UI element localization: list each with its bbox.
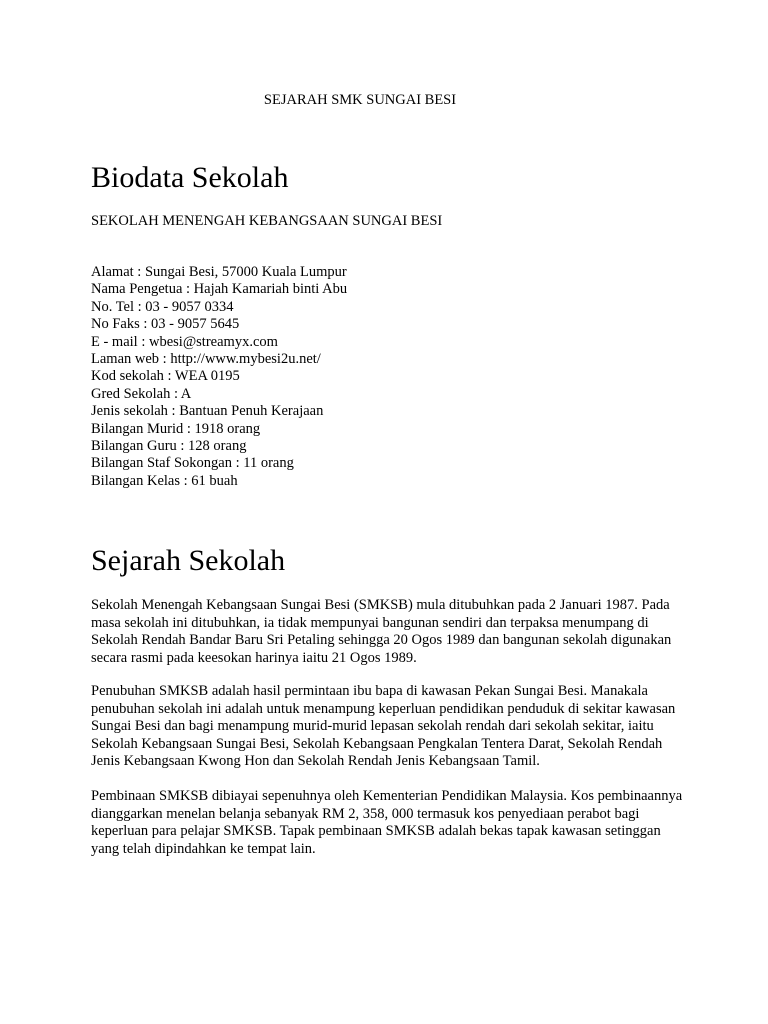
sejarah-heading: Sejarah Sekolah: [91, 544, 286, 577]
biodata-heading: Biodata Sekolah: [91, 161, 289, 194]
info-phone: No. Tel : 03 - 9057 0334: [91, 298, 234, 315]
info-teacher-count: Bilangan Guru : 128 orang: [91, 438, 247, 455]
school-name: SEKOLAH MENENGAH KEBANGSAAN SUNGAI BESI: [91, 213, 443, 229]
history-paragraph: Penubuhan SMKSB adalah hasil permintaan ibu bapa di kawasan Pekan Sungai Besi. Manakala penubuhan sekolah ini adalah untuk menampung keperluan pendidikan penduduk di sekitar kawasan Sungai Besi dan bagi menampung murid-murid lepasan sekolah rendah dari sekolah sekitar, iaitu Sekolah Kebangsaan Sungai Besi, Sekolah Kebangsaan Pengkalan Tentera Darat, Sekolah Rendah Jenis Kebangsaan Kwong Hon dan Sekolah Rendah Jenis Kebangsaan Tamil.: [91, 683, 676, 769]
info-school-type: Jenis sekolah : Bantuan Penuh Kerajaan: [91, 403, 324, 420]
history-paragraph: Sekolah Menengah Kebangsaan Sungai Besi (SMKSB) mula ditubuhkan pada 2 Januari 1987. Pada masa sekolah ini ditubuhkan, ia tidak mempunyai bangunan sendiri dan terpaksa menumpang di Sekolah Rendah Bandar Baru Sri Petaling sehingga 20 Ogos 1989 dan bangunan sekolah digunakan secara rasmi pada keesokan harinya iaitu 21 Ogos 1989.: [91, 597, 672, 666]
info-address: Alamat : Sungai Besi, 57000 Kuala Lumpur: [91, 264, 347, 280]
history-paragraph: Pembinaan SMKSB dibiayai sepenuhnya oleh Kementerian Pendidikan Malaysia. Kos pembinaannya dianggarkan menelan belanja sebanyak RM 2, 358, 000 termasuk kos penyediaan perabot bagi keperluan para pelajar SMKSB. Tapak pembinaan SMKSB adalah bekas tapak kawasan setinggan yang telah dipindahkan ke tempat lain.: [91, 788, 683, 857]
info-school-code: Kod sekolah : WEA 0195: [91, 368, 240, 385]
info-principal: Nama Pengetua : Hajah Kamariah binti Abu: [91, 281, 348, 298]
info-grade: Gred Sekolah : A: [91, 385, 192, 402]
info-class-count: Bilangan Kelas : 61 buah: [91, 472, 238, 489]
document-title: SEJARAH SMK SUNGAI BESI: [263, 92, 457, 108]
info-student-count: Bilangan Murid : 1918 orang: [91, 420, 261, 437]
info-website: Laman web : http://www.mybesi2u.net/: [91, 351, 321, 368]
info-email: E - mail : wbesi@streamyx.com: [91, 333, 278, 350]
school-info-list: [91, 264, 347, 490]
info-staff-count: Bilangan Staf Sokongan : 11 orang: [91, 455, 294, 472]
info-fax: No Faks : 03 - 9057 5645: [91, 316, 240, 333]
